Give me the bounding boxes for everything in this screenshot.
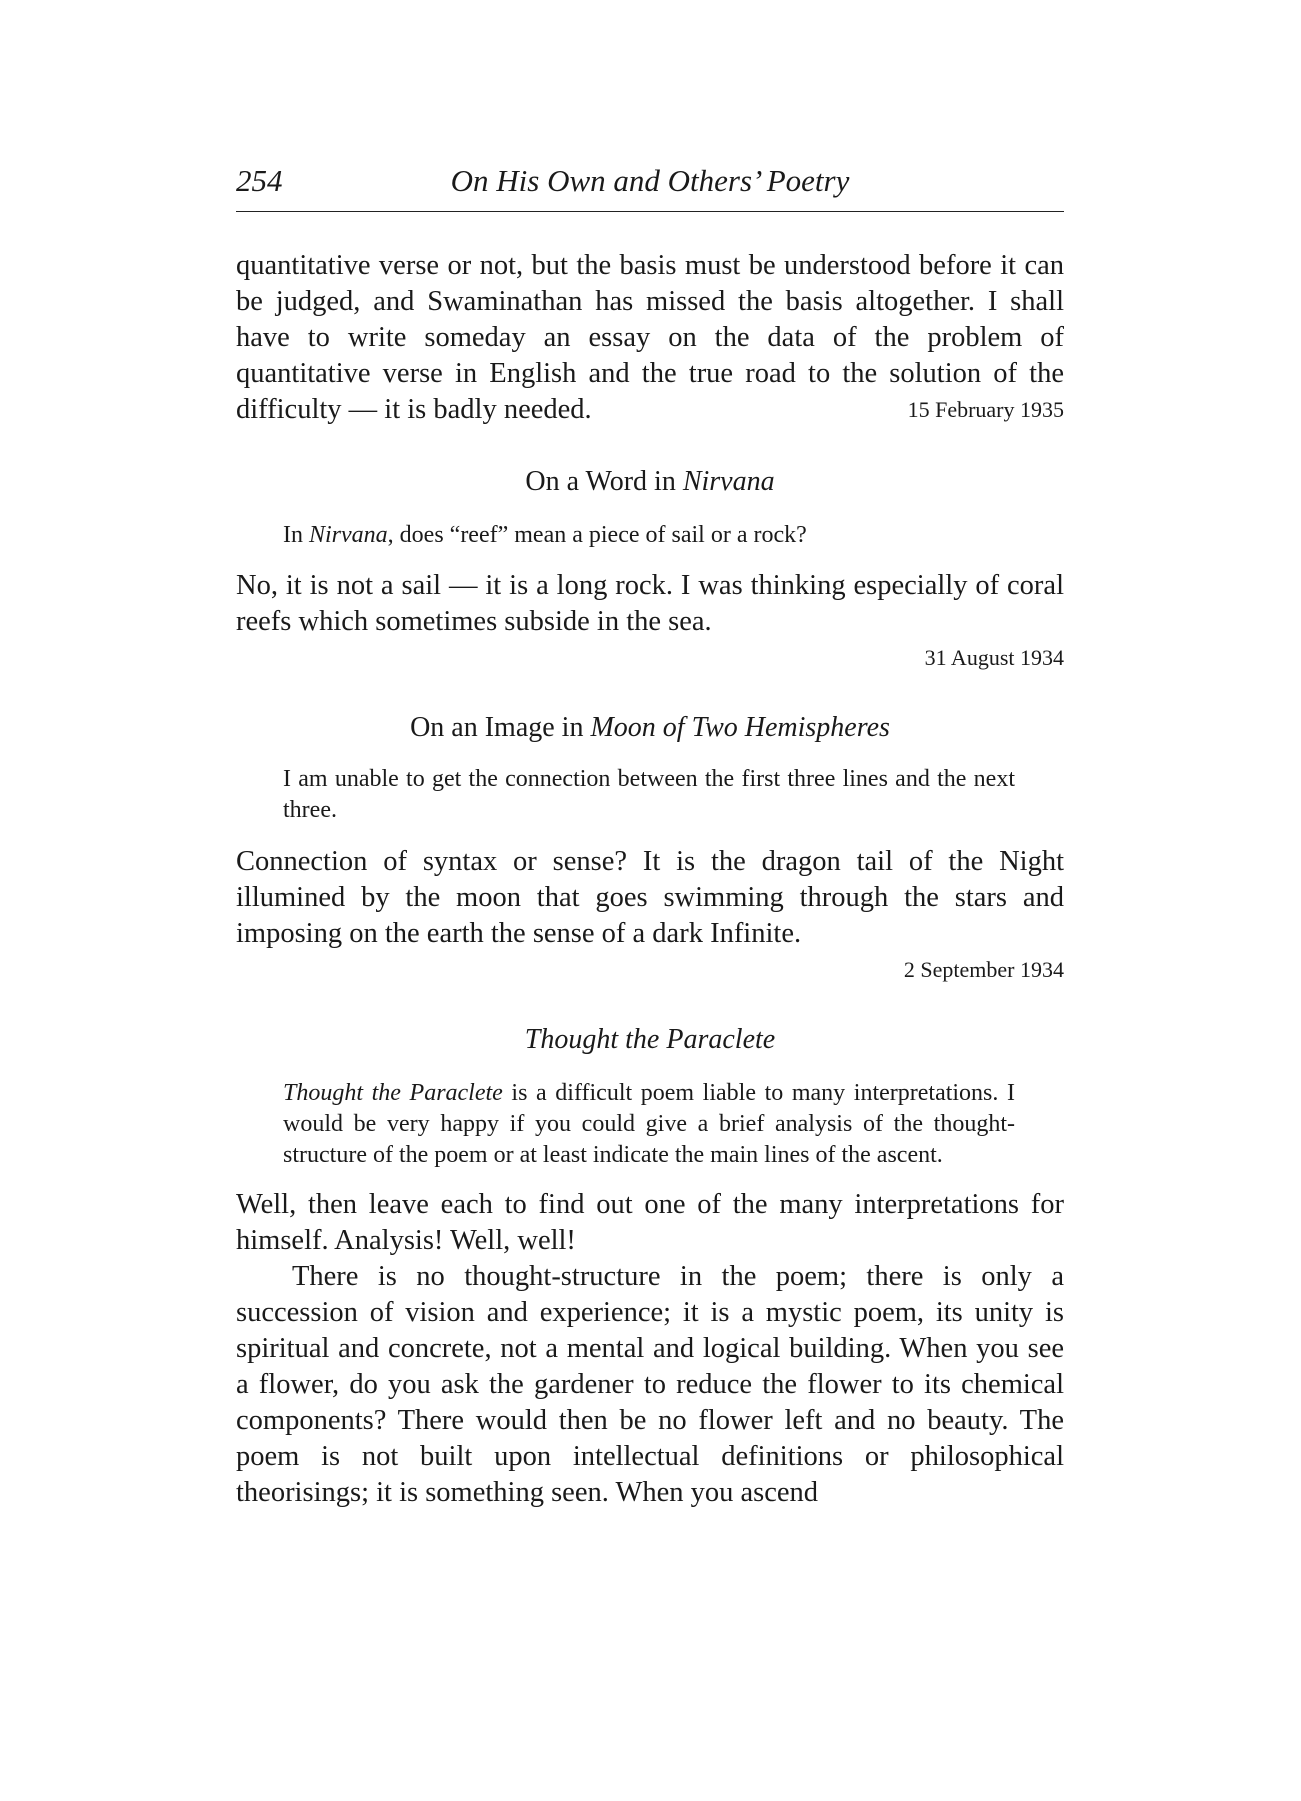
question-nirvana xyxy=(283,520,1015,551)
heading-italic: Nirvana xyxy=(682,466,775,497)
page-number: 254 xyxy=(236,163,283,198)
heading-italic: Moon of Two Hemispheres xyxy=(590,712,890,743)
question-text: is a difficult poem liable to many interpretations. I would be very happy if you could give a brief analysis of the thought-structure of the poem or at least indicate the main lines of the ascent. xyxy=(283,1080,1015,1168)
heading-italic: Thought the Paraclete xyxy=(524,1024,776,1055)
page-header xyxy=(236,163,1064,212)
date-nirvana: 31 August 1934 xyxy=(924,645,1064,670)
question-italic: Thought the Paraclete xyxy=(283,1080,503,1106)
section-heading-moon xyxy=(236,710,1064,746)
section-heading-nirvana xyxy=(236,464,1064,500)
intro-date: 15 February 1935 xyxy=(907,397,1064,422)
heading-text: On a Word in xyxy=(525,466,683,497)
question-paraclete xyxy=(283,1078,1015,1171)
section-heading-paraclete xyxy=(236,1022,1064,1058)
question-text: In xyxy=(283,522,309,548)
question-moon: I am unable to get the connection between the first three lines and the next three. xyxy=(283,766,1015,823)
question-italic: Nirvana xyxy=(309,522,388,548)
question-text: , does “reef” mean a piece of sail or a rock? xyxy=(387,522,807,548)
intro-text: quantitative verse or not, but the basis must be understood before it can be judged, and Swaminathan has missed the basis altogether. I shall have to write someday an essay on the data of the problem of quantitative verse in English and the true road to the solution of the difficulty — it is badly needed. xyxy=(236,250,1064,425)
running-title: On His Own and Others’ Poetry xyxy=(450,163,850,198)
answer-nirvana: No, it is not a sail — it is a long rock. I was thinking especially of coral reefs which sometimes subside in the sea. xyxy=(236,570,1064,637)
heading-text: On an Image in xyxy=(410,712,591,743)
date-moon: 2 September 1934 xyxy=(903,957,1064,982)
intro-paragraph xyxy=(236,248,1064,428)
answer-moon: Connection of syntax or sense? It is the dragon tail of the Night illumined by the moon that goes swimming through the stars and imposing on the earth the sense of a dark Infinite. xyxy=(236,846,1064,949)
answer-paraclete-1: Well, then leave each to find out one of the many interpretations for himself. Analysis! Well, well! xyxy=(236,1189,1064,1256)
page-body xyxy=(236,248,1064,1511)
answer-paraclete-2: There is no thought-structure in the poem; there is only a succession of vision and experience; it is a mystic poem, its unity is spiritual and concrete, not a mental and logical building. When you see a flower, do you ask the gardener to reduce the flower to its chemical components? There would then be no flower left and no beauty. The poem is not built upon intellectual definitions or philosophical theorisings; it is something seen. When you ascend xyxy=(236,1261,1064,1508)
